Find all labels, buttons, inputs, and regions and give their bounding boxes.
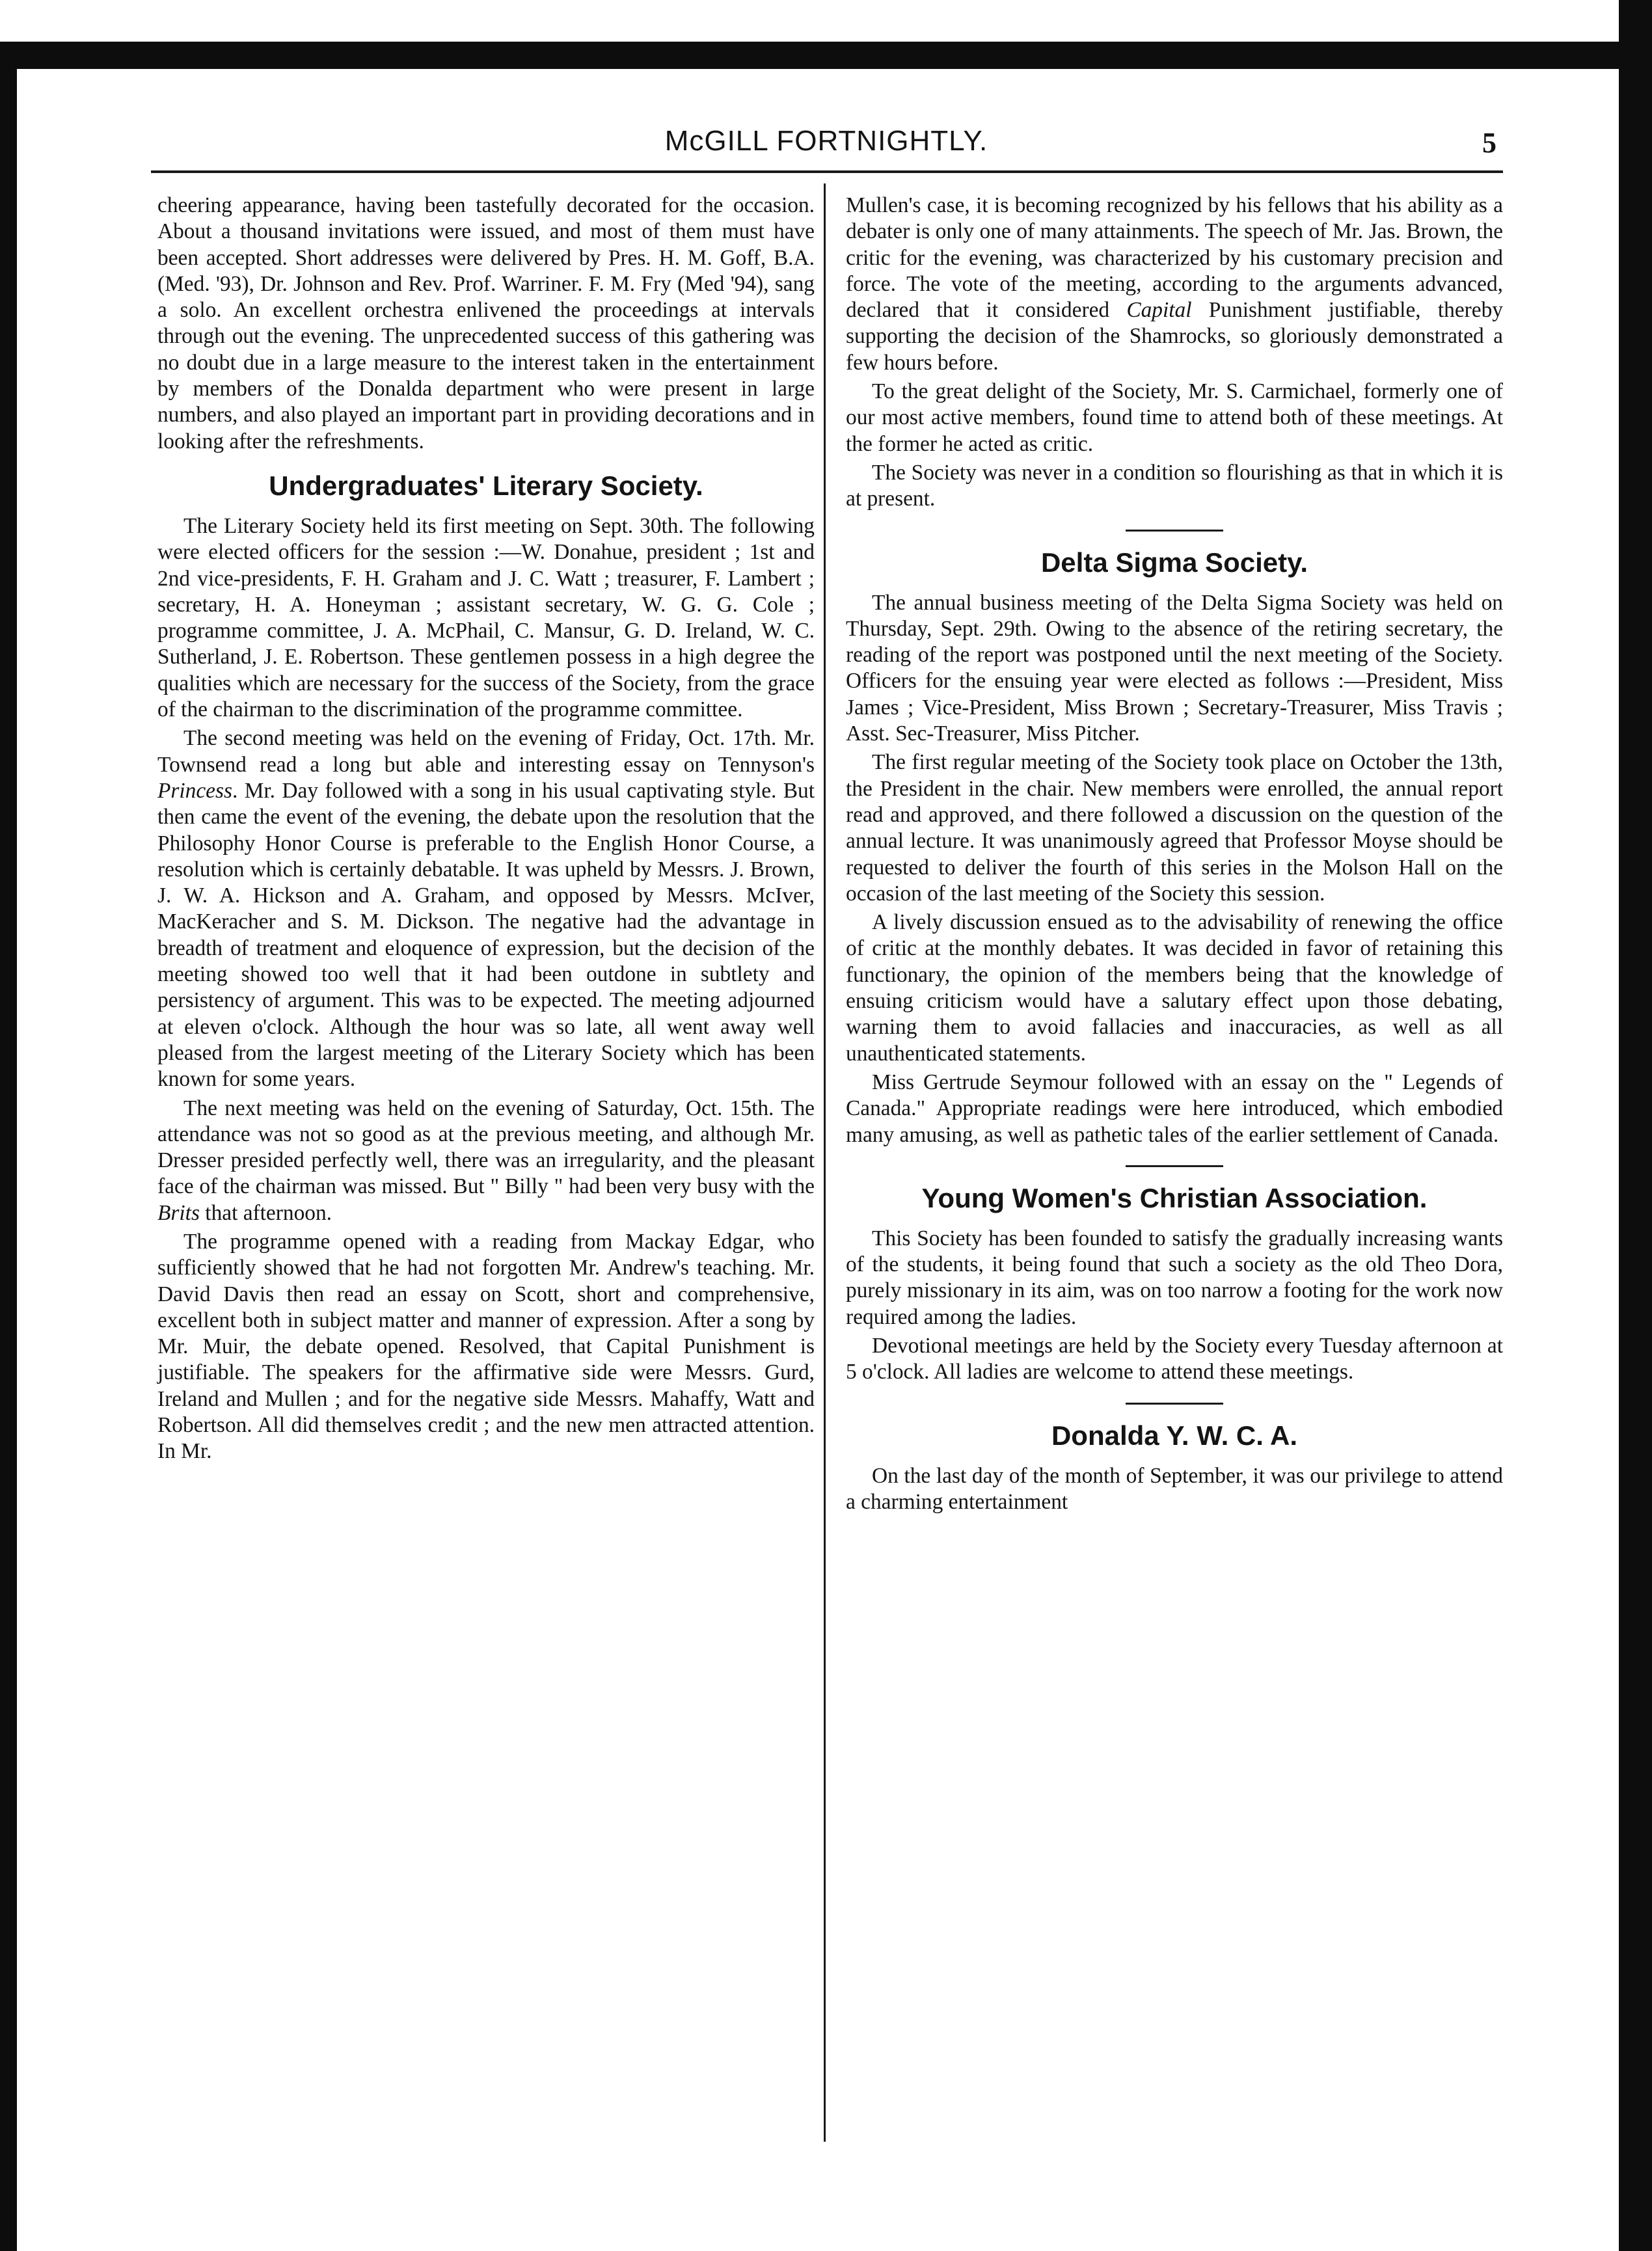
text-run: The second meeting was held on the evening of Friday, Oct. 17th. Mr. Townsend read a long but able and interesting essay on Tennyson's bbox=[157, 726, 815, 777]
article-paragraph bbox=[846, 193, 1503, 376]
article-paragraph: Miss Gertrude Seymour followed with an essay on the " Legends of Canada." Appropriate readings were here introduced, which embodied many amusing, as well as pathetic tales of the earlier settlement of Canada. bbox=[846, 1070, 1503, 1147]
scan-top-border bbox=[0, 42, 1652, 69]
text-run: . Mr. Day followed with a song in his usual captivating style. But then came the event of the evening, the debate upon the resolution that the Philosophy Honor Course is preferable to the English Honor Course, a resolution which is certainly debatable. It was upheld by Messrs. J. Brown, J. W. A. Hickson and A. Graham, and opposed by Messrs. McIver, MacKeracher and S. M. Dickson. The negative had the advantage in breadth of treatment and eloquence of expression, but the decision of the meeting showed too well that it had been outdone in subtlety and persistency of argument. This was to be expected. The meeting adjourned at eleven o'clock. Although the hour was so late, all went away well pleased from the largest meeting of the Literary Society which has been known for some years. bbox=[157, 778, 815, 1092]
running-title: McGILL FORTNIGHTLY. bbox=[664, 125, 988, 157]
text-run: that afternoon. bbox=[199, 1200, 332, 1225]
text-run: The next meeting was held on the evening of Saturday, Oct. 15th. The attendance was not so good as at the previous meeting, and although Mr. Dresser presided perfectly well, there was an irregularity, and the pleasant face of the chairman was missed. But " Billy " had been very busy with the bbox=[157, 1096, 815, 1199]
article-paragraph: A lively discussion ensued as to the advisability of renewing the office of critic at the monthly debates. It was decided in favor of retaining this functionary, the opinion of the members being that the knowledge of ensuing criticism would have a salutary effect upon those debating, warning them to avoid fallacies and inaccuracies, as well as all unauthenticated statements. bbox=[846, 910, 1503, 1066]
article-paragraph: The annual business meeting of the Delta Sigma Society was held on Thursday, Sept. 29th. Owing to the absence of the retiring secretary, the reading of the report was postponed until the next meeting of the Society. Officers for the ensuing year were elected as follows :—President, Miss James ; Vice-President, Miss Brown ; Secretary-Treasurer, Miss Travis ; Asst. Sec-Treasurer, Miss Pitcher. bbox=[846, 590, 1503, 746]
article-paragraph: The programme opened with a reading from Mackay Edgar, who sufficiently showed that he had not forgotten Mr. Andrew's teaching. Mr. David Davis then read an essay on Scott, short and comprehensive, excellent both in subject matter and manner of expression. After a song by Mr. Muir, the debate opened. Resolved, that Capital Punishment is justifiable. The speakers for the affirmative side were Messrs. Gurd, Ireland and Mullen ; and for the negative side Messrs. Mahaffy, Watt and Robertson. All did themselves credit ; and the new men attracted attention. In Mr. bbox=[157, 1229, 815, 1464]
section-heading: Donalda Y. W. C. A. bbox=[1051, 1420, 1298, 1451]
scan-right-border bbox=[1619, 0, 1652, 2251]
page-number: 5 bbox=[1482, 127, 1496, 159]
article-paragraph: cheering appearance, having been tastefully decorated for the occasion. About a thousand invitations were issued, and most of them must have been accepted. Short addresses were delivered by Pres. H. M. Goff, B.A. (Med. '93), Dr. Johnson and Rev. Prof. Warriner. F. M. Fry (Med '94), sang a solo. An excellent orchestra enlivened the proceedings at intervals through out the evening. The unprecedented success of this gathering was no doubt due in a large measure to the interest taken in the entertainment by members of the Donalda department who were present in large numbers, and also played an important part in providing decorations and in looking after the refreshments. bbox=[157, 193, 815, 453]
scan-left-border bbox=[0, 42, 17, 2251]
article-paragraph bbox=[157, 725, 815, 1092]
section-heading: Young Women's Christian Association. bbox=[921, 1182, 1428, 1213]
article-paragraph: The Literary Society held its first meeting on Sept. 30th. The following were elected officers for the session :—W. Donahue, president ; 1st and 2nd vice-presidents, F. H. Graham and J. C. Watt ; treasurer, F. Lambert ; secretary, H. A. Honeyman ; assistant secretary, W. G. G. Cole ; programme committee, J. A. McPhail, C. Mansur, G. D. Ireland, W. C. Sutherland, J. E. Robertson. These gentlemen possess in a high degree the qualities which are necessary for the success of the Society, from the grace of the chairman to the discrimination of the programme committee. bbox=[157, 513, 815, 722]
italic-title: Brits bbox=[157, 1200, 200, 1225]
section-divider bbox=[1126, 1165, 1223, 1167]
page-header bbox=[156, 125, 1496, 170]
section-heading: Delta Sigma Society. bbox=[1040, 546, 1308, 578]
article-paragraph: Devotional meetings are held by the Society every Tuesday afternoon at 5 o'clock. All ladies are welcome to attend these meetings. bbox=[846, 1333, 1503, 1384]
article-paragraph: The Society was never in a condition so flourishing as that in which it is at present. bbox=[846, 460, 1503, 511]
section-divider bbox=[1126, 530, 1223, 532]
header-rule bbox=[151, 170, 1503, 173]
article-paragraph: On the last day of the month of September, it was our privilege to attend a charming entertainment bbox=[846, 1463, 1503, 1514]
article-paragraph: This Society has been founded to satisfy the gradually increasing wants of the students, it being found that such a society as the old Theo Dora, purely missionary in its aim, was on too narrow a footing for the work now required among the ladies. bbox=[846, 1226, 1503, 1329]
left-column bbox=[157, 193, 815, 1468]
text-run: Mullen's case, it is becoming recognized by his fellows that his ability as a debater is only one of many attainments. The speech of Mr. Jas. Brown, the critic for the evening, was characterized by his customary precision and force. The vote of the meeting, according to the arguments advanced, declared that it considered bbox=[846, 193, 1503, 323]
article-paragraph: To the great delight of the Society, Mr. S. Carmichael, formerly one of our most active members, found time to attend both of these meetings. At the former he acted as critic. bbox=[846, 379, 1503, 456]
column-divider bbox=[824, 183, 826, 2142]
italic-word: Capital bbox=[1126, 298, 1192, 323]
italic-title: Princess bbox=[157, 778, 232, 803]
article-paragraph: The first regular meeting of the Society took place on October the 13th, the President in the chair. New members were enrolled, the annual report read and approved, and there followed a discussion on the question of the annual lecture. It was unanimously agreed that Professor Moyse should be requested to deliver the fourth of this series in the Molson Hall on the occasion of the last meeting of the Society this session. bbox=[846, 750, 1503, 906]
article-paragraph bbox=[157, 1096, 815, 1226]
right-column bbox=[846, 193, 1503, 1518]
section-divider bbox=[1126, 1403, 1223, 1405]
text-run: Punishment justifiable, thereby supporting the decision of the Shamrocks, so gloriously demonstrated a few hours before. bbox=[846, 298, 1503, 375]
section-heading: Undergraduates' Literary Society. bbox=[269, 470, 703, 501]
